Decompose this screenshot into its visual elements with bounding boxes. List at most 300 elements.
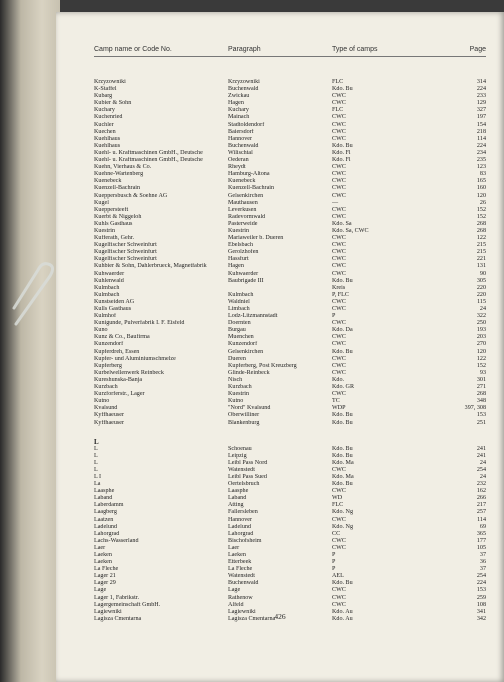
table-row bbox=[56, 235, 504, 242]
table-row bbox=[56, 200, 504, 207]
paragraph-cell: Kuenebeck bbox=[228, 178, 256, 185]
paragraph-cell: Buchenwald bbox=[228, 142, 259, 149]
camp-type-cell: Kdo. Ng bbox=[332, 509, 353, 516]
camp-type-cell: CWC bbox=[332, 178, 346, 185]
table-row bbox=[56, 517, 504, 524]
book-page-edges bbox=[0, 0, 60, 682]
camp-type-cell: P bbox=[332, 559, 336, 566]
table-row bbox=[56, 157, 504, 164]
camp-name-cell: Kuhwaerder bbox=[94, 270, 125, 277]
page-ref-cell: 342 bbox=[476, 615, 486, 622]
paragraph-cell: Burgau bbox=[228, 327, 246, 334]
camp-name-cell: Lager 21 bbox=[94, 573, 116, 580]
table-row bbox=[56, 573, 504, 580]
paragraph-cell: Kuenzell-Bachrain bbox=[228, 185, 275, 192]
page-number: 426 bbox=[274, 612, 286, 621]
camp-type-cell: CWC bbox=[332, 391, 346, 398]
page-ref-cell: 235 bbox=[476, 157, 486, 164]
paragraph-cell: Mauthausen bbox=[228, 199, 258, 206]
camp-type-cell: CWC bbox=[332, 334, 346, 341]
camp-type-cell: CWC bbox=[332, 114, 346, 121]
camp-name-cell: Laatzen bbox=[94, 516, 114, 523]
paragraph-cell: Hagen bbox=[228, 100, 244, 107]
camp-name-cell: Kunstseiden AG bbox=[94, 298, 135, 305]
camp-name-cell: Kuehn, Vierhaus & Co. bbox=[94, 164, 152, 171]
camp-type-cell: CWC bbox=[332, 466, 346, 473]
table-row bbox=[56, 263, 504, 270]
paragraph-cell: Leibl Pass Sued bbox=[228, 473, 267, 480]
table-row bbox=[56, 100, 504, 107]
camp-name-cell: Kugelfischer Schweinfurt bbox=[94, 249, 157, 256]
camp-type-cell: CWC bbox=[332, 298, 346, 305]
camp-type-cell: CWC bbox=[332, 121, 346, 128]
paragraph-cell: Fallersleben bbox=[228, 509, 258, 516]
paragraph-cell: Rathenow bbox=[228, 594, 253, 601]
table-row bbox=[56, 356, 504, 363]
table-row bbox=[56, 93, 504, 100]
page-ref-cell: 152 bbox=[476, 362, 486, 369]
camp-type-cell: Kdo. Bu bbox=[332, 86, 353, 93]
page-ref-cell: 224 bbox=[476, 580, 486, 587]
page-ref-cell: 365 bbox=[476, 530, 486, 537]
table-row bbox=[56, 474, 504, 481]
page-ref-cell: 37 bbox=[479, 552, 486, 558]
camp-type-cell: CWC bbox=[332, 341, 346, 348]
camp-name-cell: Kuestrin bbox=[94, 227, 115, 234]
camp-type-cell: P bbox=[332, 566, 336, 573]
page-ref-cell: 90 bbox=[479, 270, 486, 277]
table-row bbox=[56, 524, 504, 531]
page-ref-cell: 122 bbox=[476, 355, 486, 362]
camp-name-cell: Kurzbach bbox=[94, 384, 118, 391]
camp-name-cell: Kuenzell-Bachrain bbox=[94, 185, 141, 192]
paragraph-cell: Lagiewniki bbox=[228, 608, 256, 615]
camp-type-cell: Kdo. Ma bbox=[332, 473, 354, 480]
paragraph-cell: Gelsenkirchen bbox=[228, 348, 264, 355]
paragraph-cell: Kunzendorf bbox=[228, 341, 258, 348]
page-ref-cell: 221 bbox=[476, 256, 486, 263]
camp-name-cell: L bbox=[94, 452, 98, 459]
table-row bbox=[56, 334, 504, 341]
camp-type-cell: Kdo. Sa bbox=[332, 220, 352, 227]
section-letter-text: L bbox=[94, 437, 99, 446]
paragraph-cell: Kuchary bbox=[228, 107, 249, 114]
camp-type-cell: Kdo. Sa, CWC bbox=[332, 227, 369, 234]
page-ref-cell: 397, 308 bbox=[464, 405, 486, 412]
paragraph-cell: Kutno bbox=[228, 398, 244, 405]
page-ref-cell: 268 bbox=[476, 391, 486, 398]
page-ref-cell: 217 bbox=[476, 502, 486, 509]
paragraph-cell: Ebelsbach bbox=[228, 242, 254, 249]
table-row bbox=[56, 228, 504, 235]
paragraph-cell: Kuestrin bbox=[228, 227, 249, 234]
paragraph-cell: Hamburg-Altona bbox=[228, 171, 270, 178]
table-row bbox=[56, 405, 504, 412]
camp-type-cell: CWC bbox=[332, 488, 346, 495]
paragraph-cell: Leverkusen bbox=[228, 206, 257, 213]
page-ref-cell: 268 bbox=[476, 220, 486, 227]
table-row bbox=[56, 502, 504, 509]
camp-name-cell: Kunigunde, Pulverfabrik I. F. Eisfeld bbox=[94, 320, 185, 327]
paragraph-cell: Ladelund bbox=[228, 523, 252, 530]
paragraph-cell: Hagen bbox=[228, 263, 244, 270]
camp-type-cell: Kreis bbox=[332, 284, 346, 291]
paragraph-cell: Lodz-Litzmannstadt bbox=[228, 313, 278, 320]
paragraph-cell: Schoenau bbox=[228, 445, 252, 452]
camp-type-cell: Kdo. Bu bbox=[332, 277, 353, 284]
camp-name-cell: Kupferberg bbox=[94, 362, 122, 369]
page-ref-cell: 153 bbox=[476, 412, 486, 419]
page-ref-cell: 26 bbox=[479, 199, 486, 206]
camp-type-cell: CWC bbox=[332, 306, 346, 312]
table-row bbox=[56, 420, 504, 427]
paragraph-cell: Buchenwald bbox=[228, 580, 259, 587]
page-ref-cell: 160 bbox=[476, 185, 486, 192]
table-row bbox=[56, 602, 504, 609]
camp-type-cell: — bbox=[332, 199, 339, 206]
camp-name-cell: Lager 29 bbox=[94, 580, 116, 587]
camp-name-cell: Laberdamm bbox=[94, 502, 124, 509]
page-ref-cell: 114 bbox=[477, 135, 486, 142]
camp-name-cell: Kunz & Co., Baufirma bbox=[94, 334, 150, 341]
camp-type-cell: P bbox=[332, 552, 336, 558]
table-row bbox=[56, 495, 504, 502]
page-ref-cell: 83 bbox=[479, 171, 486, 178]
paragraph-cell: Baubrigade III bbox=[228, 277, 264, 284]
page-ref-cell: 165 bbox=[476, 178, 486, 185]
page-ref-cell: 123 bbox=[476, 164, 486, 171]
camp-name-cell: Kuechen bbox=[94, 128, 116, 135]
page-ref-cell: 177 bbox=[476, 537, 486, 544]
paragraph-cell: Laband bbox=[228, 495, 247, 502]
page-ref-cell: 314 bbox=[476, 79, 486, 85]
camp-name-cell: Lachs-Wasserland bbox=[94, 537, 139, 544]
table-row bbox=[56, 214, 504, 221]
paragraph-cell: Laer bbox=[228, 544, 240, 551]
camp-name-cell: Kuerbt & Niggeloh bbox=[94, 213, 142, 220]
camp-name-cell: Kuno bbox=[94, 327, 108, 334]
table-row bbox=[56, 467, 504, 474]
table-row bbox=[56, 341, 504, 348]
page-ref-cell: 120 bbox=[476, 348, 486, 355]
camp-name-cell: Kvalsund bbox=[94, 405, 118, 412]
paragraph-cell: Etterbeek bbox=[228, 559, 252, 566]
camp-type-cell: CWC bbox=[332, 601, 346, 608]
camp-type-cell: Kdo. Bu bbox=[332, 481, 353, 488]
section-letter bbox=[56, 438, 504, 446]
camp-name-cell: Kuehl- u. Kraftmaschinen GmbH., Deutsche bbox=[94, 149, 203, 156]
camp-type-cell: CWC bbox=[332, 362, 346, 369]
paragraph-cell: Zwickau bbox=[228, 93, 250, 100]
camp-type-cell: CWC bbox=[332, 128, 346, 135]
page-ref-cell: 197 bbox=[476, 114, 486, 121]
camp-type-cell: P bbox=[332, 313, 336, 320]
paragraph-cell: Stadtoldendorf bbox=[228, 121, 265, 128]
paragraph-cell: Blankenburg bbox=[228, 419, 260, 426]
table-row bbox=[56, 122, 504, 129]
page-ref-cell: 341 bbox=[476, 608, 486, 615]
page-ref-cell: 36 bbox=[479, 559, 486, 566]
camp-type-cell: CWC bbox=[332, 235, 346, 242]
camp-name-cell: L bbox=[94, 466, 98, 473]
header-type: Type of camps bbox=[332, 46, 378, 53]
table-row bbox=[56, 481, 504, 488]
page-ref-cell: 271 bbox=[476, 384, 486, 391]
page-ref-cell: 254 bbox=[476, 573, 486, 580]
paragraph-cell: Bischofsheim bbox=[228, 537, 262, 544]
camp-type-cell: CWC bbox=[332, 242, 346, 249]
page-ref-cell: 114 bbox=[477, 516, 486, 523]
paragraph-cell: Hannover bbox=[228, 135, 253, 142]
paragraph-cell: Hassfurt bbox=[228, 256, 249, 263]
paragraph-cell: Kuestrin bbox=[228, 391, 249, 398]
table-row bbox=[56, 587, 504, 594]
page-ref-cell: 218 bbox=[476, 128, 486, 135]
camp-type-cell: CWC bbox=[332, 192, 346, 199]
camp-type-cell: CWC bbox=[332, 93, 346, 100]
table-row bbox=[56, 370, 504, 377]
camp-name-cell: Kulmhof bbox=[94, 313, 117, 320]
paragraph-cell: Doernten bbox=[228, 320, 251, 327]
table-row bbox=[56, 488, 504, 495]
camp-name-cell: Laagberg bbox=[94, 509, 117, 516]
table-row bbox=[56, 114, 504, 121]
camp-name-cell: Laer bbox=[94, 544, 106, 551]
table-row bbox=[56, 559, 504, 566]
page-ref-cell: 203 bbox=[476, 334, 486, 341]
page-ref-cell: 131 bbox=[476, 263, 486, 270]
paragraph-cell: Hannover bbox=[228, 516, 253, 523]
paragraph-cell: Kupferberg, Post Kreuzberg bbox=[228, 362, 297, 369]
page-ref-cell: 241 bbox=[476, 452, 486, 459]
camp-name-cell: Kufferath, Gehr. bbox=[94, 235, 134, 242]
camp-name-cell: Kyffhaeuser bbox=[94, 412, 125, 419]
paragraph-cell: Lage bbox=[228, 587, 241, 594]
paragraph-cell: Radevormwald bbox=[228, 213, 266, 220]
page-ref-cell: 129 bbox=[476, 100, 486, 107]
camp-name-cell: Kurbelwellenwerk Reinbeck bbox=[94, 369, 164, 376]
camp-name-cell: Kugelfischer Schweinfurt bbox=[94, 256, 157, 263]
camp-type-cell: CWC bbox=[332, 544, 346, 551]
page-ref-cell: 224 bbox=[476, 86, 486, 93]
table-row bbox=[56, 412, 504, 419]
camp-name-cell: Lage bbox=[94, 587, 107, 594]
table-row bbox=[56, 150, 504, 157]
camp-name-cell: Kugel bbox=[94, 199, 109, 206]
page-ref-cell: 250 bbox=[476, 320, 486, 327]
paragraph-cell: Oederan bbox=[228, 157, 249, 164]
camp-type-cell: CWC bbox=[332, 320, 346, 327]
camp-type-cell: WD bbox=[332, 495, 343, 502]
camp-name-cell: Lahorgrad bbox=[94, 530, 120, 537]
page-ref-cell: 152 bbox=[476, 213, 486, 220]
camp-name-cell: Kuchary bbox=[94, 107, 115, 114]
camp-name-cell: Kuhbier & Sohn, Dahlerbrueck, Magnetfabrik bbox=[94, 263, 207, 270]
camp-type-cell: CWC bbox=[332, 206, 346, 213]
paragraph-cell: Gelsenkirchen bbox=[228, 192, 264, 199]
camp-type-cell: Kdo. Bu bbox=[332, 452, 353, 459]
table-row bbox=[56, 143, 504, 150]
table-row bbox=[56, 249, 504, 256]
table-row bbox=[56, 185, 504, 192]
paragraph-cell: Glinde-Reinbeck bbox=[228, 369, 270, 376]
camp-type-cell: Kdo. Bu bbox=[332, 580, 353, 587]
table-row bbox=[56, 271, 504, 278]
camp-type-cell: CWC bbox=[332, 100, 346, 107]
paragraph-cell: Leibl Pass Nord bbox=[228, 459, 268, 466]
header-rule bbox=[94, 56, 486, 57]
camp-name-cell: Kupferdreh, Essen bbox=[94, 348, 140, 355]
camp-name-cell: Kubier & Sohn bbox=[94, 100, 132, 107]
paragraph-cell: Kuhwaerder bbox=[228, 270, 259, 277]
camp-name-cell: Ladelund bbox=[94, 523, 118, 530]
paragraph-cell: Limbach bbox=[228, 306, 250, 312]
camp-type-cell: CC bbox=[332, 530, 341, 537]
table-row bbox=[56, 363, 504, 370]
table-row bbox=[56, 320, 504, 327]
camp-name-cell: Kulls Gasthaus bbox=[94, 306, 132, 312]
page-ref-cell: 115 bbox=[477, 298, 486, 305]
camp-type-cell: P, FLC bbox=[332, 291, 349, 298]
paragraph-cell: Pasterweide bbox=[228, 220, 258, 227]
table-row bbox=[56, 306, 504, 313]
page-ref-cell: 93 bbox=[479, 369, 486, 376]
table-row bbox=[56, 207, 504, 214]
camp-name-cell: Laeken bbox=[94, 559, 112, 566]
camp-type-cell: CWC bbox=[332, 537, 346, 544]
paragraph-cell: Oertelsbruch bbox=[228, 481, 260, 488]
paragraph-cell: Nisch bbox=[228, 376, 243, 383]
page-ref-cell: 241 bbox=[476, 445, 486, 452]
table-row bbox=[56, 313, 504, 320]
camp-type-cell: Kdo. bbox=[332, 376, 345, 383]
table-row bbox=[56, 595, 504, 602]
table-row bbox=[56, 193, 504, 200]
camp-name-cell: Kyffhaeuser bbox=[94, 419, 125, 426]
table-row bbox=[56, 278, 504, 285]
camp-type-cell: CWC bbox=[332, 185, 346, 192]
header-paragraph: Paragraph bbox=[228, 46, 261, 53]
paragraph-cell: Muenchen bbox=[228, 334, 254, 341]
camp-name-cell: Kutno bbox=[94, 398, 110, 405]
page-ref-cell: 232 bbox=[476, 481, 486, 488]
page-ref-cell: 193 bbox=[476, 327, 486, 334]
camp-type-cell: FLC bbox=[332, 79, 344, 85]
table-row bbox=[56, 384, 504, 391]
camp-type-cell: FLC bbox=[332, 107, 344, 114]
paragraph-cell: Waldniel bbox=[228, 298, 250, 305]
camp-name-cell: Kueppersbusch & Soehne AG bbox=[94, 192, 168, 199]
camp-name-cell: La bbox=[94, 481, 101, 488]
page-ref-cell: 24 bbox=[479, 459, 486, 466]
paragraph-cell: Baiersdorf bbox=[228, 128, 254, 135]
camp-name-cell: Laasphe bbox=[94, 488, 115, 495]
table-row bbox=[56, 129, 504, 136]
camp-name-cell: Lagergemeinschaft GmbH. bbox=[94, 601, 161, 608]
page-ref-cell: 152 bbox=[476, 206, 486, 213]
table-row bbox=[56, 552, 504, 559]
page-ref-cell: 37 bbox=[479, 566, 486, 573]
camp-name-cell: Lagisza Cmentarna bbox=[94, 615, 142, 622]
page-ref-cell: 105 bbox=[476, 544, 486, 551]
page-ref-cell: 215 bbox=[476, 249, 486, 256]
page-ref-cell: 122 bbox=[476, 235, 486, 242]
camp-name-cell: Kueppersteeft bbox=[94, 206, 129, 213]
camp-type-cell: CWC bbox=[332, 213, 346, 220]
camp-type-cell: Kdo. Bu bbox=[332, 445, 353, 452]
camp-type-cell: CWC bbox=[332, 270, 346, 277]
camp-type-cell: Kdo. Da bbox=[332, 327, 353, 334]
camp-name-cell: Kunzendorf bbox=[94, 341, 124, 348]
page-ref-cell: 215 bbox=[476, 242, 486, 249]
table-row bbox=[56, 327, 504, 334]
page-ref-cell: 162 bbox=[476, 488, 486, 495]
page-ref-cell: 322 bbox=[476, 313, 486, 320]
paragraph-cell: La Fleche bbox=[228, 566, 253, 573]
camp-name-cell: Kuchler bbox=[94, 121, 114, 128]
table-row bbox=[56, 107, 504, 114]
camp-name-cell: Kuehl- u. Kraftmaschinen GmbH., Deutsche bbox=[94, 157, 203, 164]
table-row bbox=[56, 349, 504, 356]
page-ref-cell: 305 bbox=[476, 277, 486, 284]
camp-type-cell: WDP bbox=[332, 405, 346, 412]
paragraph-cell: Kurzbach bbox=[228, 384, 252, 391]
table-row bbox=[56, 285, 504, 292]
camp-type-cell: CWC bbox=[332, 263, 346, 270]
camp-name-cell: Kurzforferstr., Lager bbox=[94, 391, 145, 398]
paragraph-cell: Oberwilliner bbox=[228, 412, 260, 419]
camp-name-cell: Lager 1, Fabrikstr. bbox=[94, 594, 140, 601]
camp-name-cell: Kuehlhaus bbox=[94, 142, 121, 149]
index-table bbox=[56, 79, 504, 623]
camp-type-cell: CWC bbox=[332, 249, 346, 256]
table-row bbox=[56, 453, 504, 460]
camp-name-cell: Kubarg bbox=[94, 93, 113, 100]
camp-type-cell: CWC bbox=[332, 164, 346, 171]
paragraph-cell: Mariaweiler b. Dueren bbox=[228, 235, 284, 242]
paragraph-cell: Alfeld bbox=[228, 601, 244, 608]
camp-type-cell: AEL bbox=[332, 573, 344, 580]
paragraph-cell: Dueren bbox=[228, 355, 246, 362]
page-ref-cell: 259 bbox=[476, 594, 486, 601]
index-page bbox=[56, 12, 504, 682]
camp-type-cell: Kdo. Ng bbox=[332, 523, 353, 530]
table-row bbox=[56, 292, 504, 299]
page-ref-cell: 108 bbox=[476, 601, 486, 608]
camp-name-cell: L bbox=[94, 445, 98, 452]
camp-type-cell: Kdo. GR bbox=[332, 384, 355, 391]
page-ref-cell: 254 bbox=[476, 466, 486, 473]
paragraph-cell: Wilischtal bbox=[228, 149, 253, 156]
paragraph-cell: Watenstedt bbox=[228, 573, 255, 580]
camp-name-cell: Kulmbach bbox=[94, 284, 120, 291]
paragraph-cell: "Nord" Kvalsund bbox=[228, 405, 271, 412]
camp-name-cell: Kugelfischer Schweinfurt bbox=[94, 242, 157, 249]
camp-type-cell: Kdo. Ma bbox=[332, 459, 354, 466]
table-row bbox=[56, 242, 504, 249]
table-row bbox=[56, 299, 504, 306]
table-row bbox=[56, 164, 504, 171]
camp-name-cell: L bbox=[94, 459, 98, 466]
page-ref-cell: 270 bbox=[476, 341, 486, 348]
page-ref-cell: 233 bbox=[476, 93, 486, 100]
table-row bbox=[56, 509, 504, 516]
camp-type-cell: CWC bbox=[332, 587, 346, 594]
paragraph-cell: Kulmbach bbox=[228, 291, 254, 298]
table-row bbox=[56, 256, 504, 263]
table-row bbox=[56, 580, 504, 587]
camp-name-cell: Kupfer- und Aluminiumschmelze bbox=[94, 355, 176, 362]
